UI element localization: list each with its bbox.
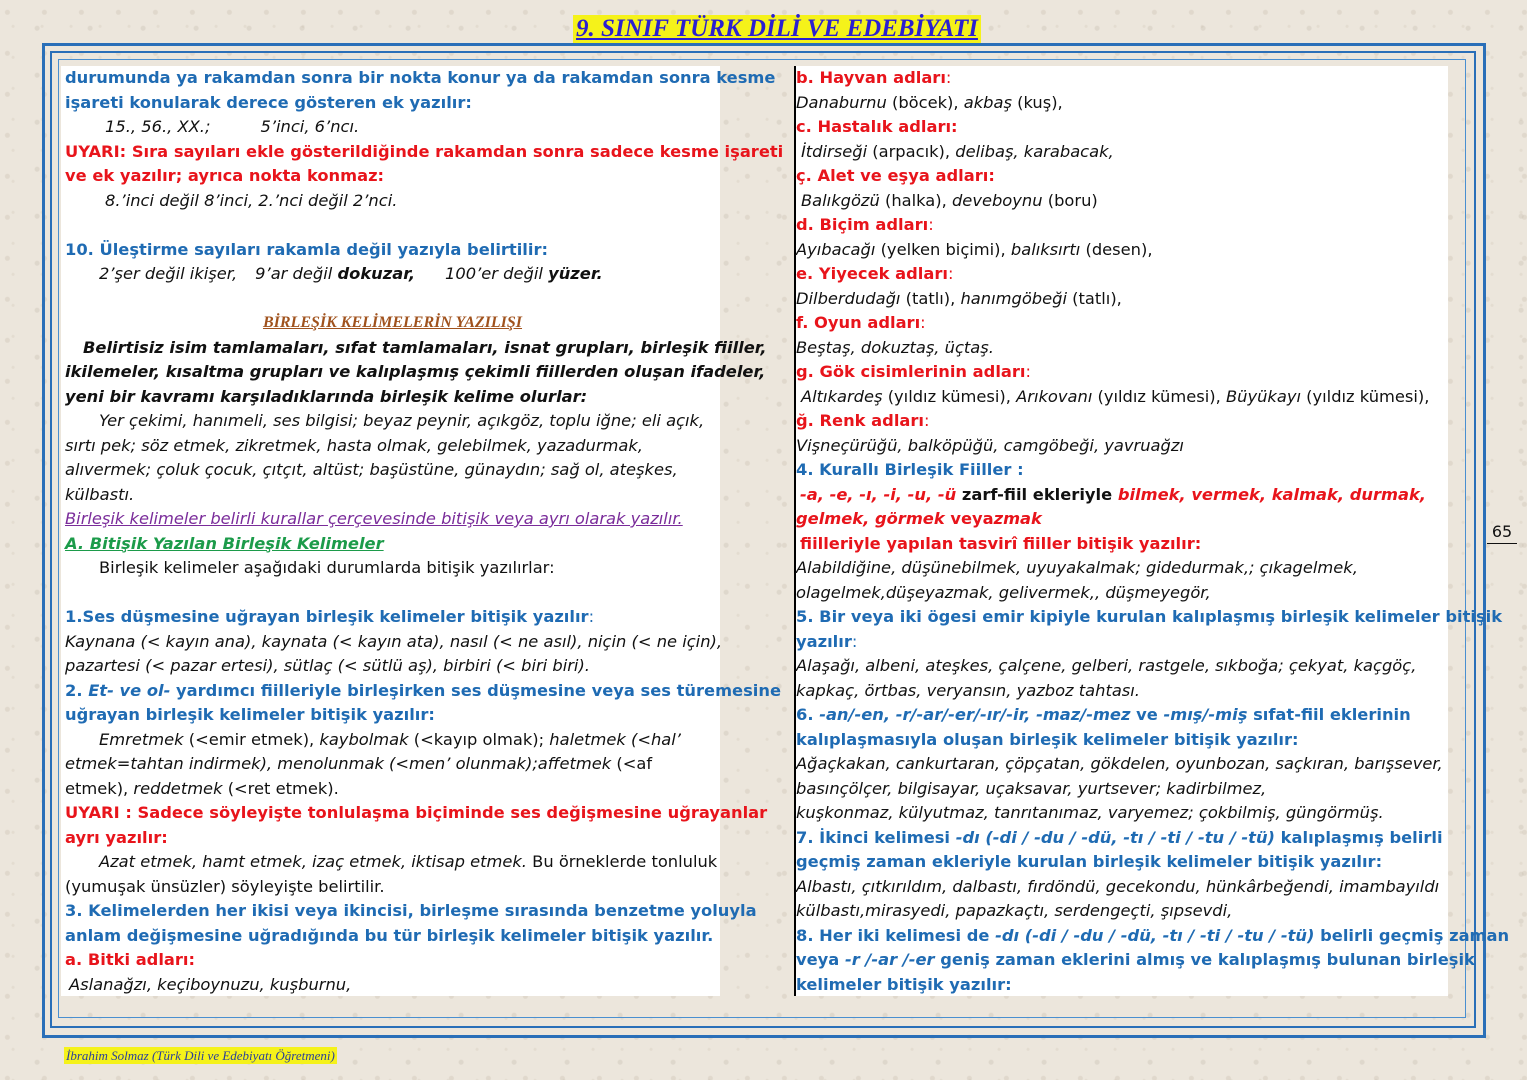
- example: Azat etmek, hamt etmek, izaç etmek, iktisap etmek.: [99, 852, 527, 871]
- gloss: (desen),: [1080, 239, 1153, 259]
- text-line: Alabildiğine, düşünebilmek, uyuyakalmak; gidedurmak,; çıkagelmek,: [796, 558, 1358, 577]
- example: Emretmek: [99, 729, 184, 749]
- rule-heading: [796, 924, 1510, 949]
- rule-text: sıfat-fiil eklerinin: [1247, 705, 1411, 724]
- example: Dilberdudağı: [796, 288, 901, 308]
- text-line: [65, 728, 720, 753]
- rule-heading: 3. Kelimelerden her ikisi veya ikincisi, birleşme sırasında benzetme yoluyla: [65, 901, 757, 920]
- text-line: yeni bir kavramı karşıladıklarında birleşik kelime olurlar:: [65, 386, 588, 406]
- example: reddetmek: [133, 778, 223, 798]
- text-line: durumunda ya rakamdan sonra bir nokta konur ya da rakamdan sonra kesme: [65, 68, 776, 87]
- example: delibaş, karabacak,: [955, 141, 1114, 161]
- example: Danaburnu: [796, 92, 887, 112]
- text-line: [796, 385, 1448, 410]
- rule-heading: [65, 605, 720, 630]
- rule-heading: [796, 703, 1448, 728]
- category-heading: a. Bitki adları:: [65, 950, 196, 969]
- text-line: [796, 483, 1448, 508]
- text-line: basınçölçer, bilgisayar, uçaksavar, yurtsever; kadirbilmez,: [796, 778, 1267, 798]
- text-line: ikilemeler, kısaltma grupları ve kalıplaşmış çekimli fiillerden oluşan ifadeler,: [65, 362, 766, 381]
- text-line: Birleşik kelimeler aşağıdaki durumlarda bitişik yazılırlar:: [99, 558, 555, 577]
- colon: :: [928, 215, 934, 234]
- example: Arıkovanı: [1016, 386, 1093, 406]
- example-bold: dokuzar,: [337, 264, 416, 283]
- example: etmek=tahtan indirmek), menolunmak (<men’ olunmak);affetmek: [65, 754, 612, 773]
- example: Balıkgözü: [801, 190, 880, 210]
- verbs: gelmek, görmek: [796, 509, 945, 528]
- text-line: Beştaş, dokuztaş, üçtaş.: [796, 337, 994, 357]
- colon: :: [920, 313, 926, 332]
- category-label: e. Yiyecek adları: [796, 264, 948, 283]
- category-heading: [796, 311, 1448, 336]
- text-line: 8.’inci değil 8’inci, 2.’nci değil 2’nci.: [105, 190, 398, 210]
- text-line: kuşkonmaz, külyutmaz, tanrıtanımaz, varyemez; çokbilmiş, güngörmüş.: [796, 803, 1384, 822]
- gloss: (tatlı),: [1067, 288, 1122, 308]
- rule-text: 8. Her iki kelimesi de: [796, 925, 996, 945]
- text-line: [796, 238, 1448, 263]
- text-line: külbastı,mirasyedi, papazkaçtı, serdengeçti, şıpsevdi,: [796, 901, 1233, 920]
- left-column: [61, 66, 784, 996]
- text-line: Albastı, çıtkırıldım, dalbastı, fırdöndü, gecekondu, hünkârbeğendi, imambayıldı: [796, 876, 1440, 896]
- category-heading: ç. Alet ve eşya adları:: [796, 166, 995, 185]
- verbs: bilmek, vermek, kalmak, durmak,: [1117, 484, 1426, 504]
- gloss: (yelken biçimi),: [875, 239, 1011, 259]
- example: 9’ar değil: [255, 264, 333, 283]
- gloss: (arpacık),: [867, 141, 956, 161]
- suffixes: -r /-ar /-er: [844, 950, 935, 969]
- suffixes: -a, -e, -ı, -i, -u, -ü: [800, 484, 957, 504]
- category-heading: [796, 66, 1448, 91]
- verbs: zmak: [993, 509, 1042, 528]
- rule-number: 2.: [65, 680, 89, 700]
- rule-heading: 10. Üleştirme sayıları rakamla değil yazıyla belirtilir:: [65, 239, 548, 259]
- example: 100’er değil: [445, 264, 543, 283]
- suffixes: -dı (-di / -du / -dü, -tı / -ti / -tu / -tü): [955, 827, 1276, 847]
- section-heading: BİRLEŞİK KELİMELERİN YAZILIŞI: [262, 314, 523, 331]
- rule-text: geniş zaman eklerini almış ve kalıplaşmış bulunan birleşik: [934, 950, 1475, 969]
- text-line: [65, 115, 720, 140]
- author-footer: İbrahim Solmaz (Türk Dili ve Edebiyatı Öğretmeni): [66, 1048, 335, 1063]
- text-line: Ağaçkakan, cankurtaran, çöpçatan, gökdelen, oyunbozan, saçkıran, barışsever,: [796, 754, 1443, 773]
- category-label: g. Gök cisimlerinin adları: [796, 362, 1026, 381]
- rule-text: ve: [1130, 705, 1164, 724]
- text-line: kapkaç, örtbas, veryansın, yazboz tahtası.: [796, 680, 1140, 700]
- rule-text: 1.Ses düşmesine uğrayan birleşik kelimeler bitişik yazılır: [65, 607, 589, 626]
- rule-text: 7. İkinci kelimesi: [796, 827, 956, 847]
- rule-text: kalıplaşmış belirli: [1275, 827, 1443, 847]
- colon: :: [1025, 362, 1032, 381]
- warning-line: UYARI: Sıra sayıları ekle gösterildiğinde rakamdan sonra sadece kesme işareti: [65, 141, 784, 161]
- colon: :: [924, 411, 930, 430]
- text-line: sırtı pek; söz etmek, zikretmek, hasta olmak, gelebilmek, yazadurmak,: [65, 435, 643, 455]
- gloss: (<af: [611, 754, 653, 773]
- rule-heading: uğrayan birleşik kelimeler bitişik yazılır:: [65, 705, 435, 724]
- colon: :: [947, 264, 954, 283]
- example: İtdirseği: [801, 141, 868, 161]
- text-line: [65, 752, 720, 777]
- text-line: [796, 287, 1448, 312]
- example-ordinal-apostrophe: 5’inci, 6’ncı.: [260, 117, 360, 136]
- gloss: (<ret etmek).: [222, 778, 339, 798]
- text-line: Kaynana (< kayın ana), kaynata (< kayın ata), nasıl (< ne asıl), niçin (< ne için),: [65, 631, 723, 651]
- rule-heading: [796, 630, 1448, 655]
- gloss: (<emir etmek),: [183, 729, 320, 749]
- text-line: pazartesi (< pazar ertesi), sütlaç (< sütlü aş), birbiri (< biri biri).: [65, 656, 590, 675]
- text-line: [65, 777, 720, 802]
- colon: :: [588, 607, 595, 626]
- rule-heading: [796, 826, 1448, 851]
- text-line: [65, 850, 720, 875]
- warning-line: ve ek yazılır; ayrıca nokta konmaz:: [65, 166, 385, 185]
- text-line: olagelmek,düşeyazmak, gelivermek,, düşmeyegör,: [796, 582, 1211, 602]
- category-heading: [796, 213, 1448, 238]
- example: haletmek (<hal’: [549, 729, 681, 749]
- gloss: (yıldız kümesi),: [1092, 386, 1226, 406]
- example: Büyükayı: [1225, 386, 1301, 406]
- example: Ayıbacağı: [796, 239, 876, 259]
- text-line: (yumuşak ünsüzler) söyleyişte belirtilir.: [65, 876, 385, 896]
- category-heading: [796, 262, 1448, 287]
- colon: :: [945, 68, 952, 87]
- rule-text: veya: [796, 950, 845, 969]
- gloss: etmek),: [65, 778, 134, 798]
- rule-number: 6.: [796, 705, 820, 724]
- spacer: [65, 581, 720, 606]
- rule-text: yazılır: [796, 631, 852, 651]
- rule-heading: kalıplaşmasıyla oluşan birleşik kelimeler bitişik yazılır:: [796, 729, 1299, 749]
- conjunction: veya: [944, 509, 994, 528]
- text-line: [65, 262, 720, 287]
- subheading-green: A. Bitişik Yazılan Birleşik Kelimeler: [65, 533, 384, 553]
- gloss: (böcek),: [886, 92, 964, 112]
- gloss: (yıldız kümesi),: [1300, 386, 1430, 406]
- colon: :: [851, 631, 858, 651]
- subheading-purple: Birleşik kelimeler belirli kurallar çerçevesinde bitişik veya ayrı olarak yazılır.: [65, 509, 683, 528]
- text-line: Alaşağı, albeni, ateşkes, çalçene, gelberi, rastgele, sıkboğa; çekyat, kaçgöç,: [796, 656, 1417, 675]
- gloss: Bu örneklerde tonluluk: [527, 852, 718, 871]
- rule-heading: 4. Kurallı Birleşik Fiiller :: [796, 460, 1024, 479]
- example-bold: yüzer.: [548, 264, 603, 283]
- example: deveboynu: [951, 190, 1043, 210]
- rule-text: zarf-fiil ekleriyle: [956, 484, 1118, 504]
- rule-heading: [65, 679, 782, 704]
- category-heading: [796, 409, 1448, 434]
- suffixes: -mış/-miş: [1163, 705, 1248, 724]
- rule-text: yardımcı fiilleriyle birleşirken ses düşmesine veya ses türemesine: [170, 680, 782, 700]
- example: 2’şer değil ikişer,: [99, 264, 238, 283]
- page-title: 9. SINIF TÜRK DİLİ VE EDEBİYATI: [573, 15, 981, 43]
- rule-verbs: Et- ve ol-: [88, 680, 171, 700]
- page-number: 65: [1487, 522, 1517, 544]
- text-line: Belirtisiz isim tamlamaları, sıfat tamlamaları, isnat grupları, birleşik fiiller,: [83, 337, 767, 357]
- gloss: (yıldız kümesi),: [882, 386, 1017, 406]
- rule-heading: kelimeler bitişik yazılır:: [796, 974, 1012, 994]
- rule-heading: 5. Bir veya iki ögesi emir kipiyle kurulan kalıplaşmış birleşik kelimeler bitişik: [796, 607, 1503, 626]
- suffixes: -dı (-di / -du / -dü, -tı / -ti / -tu / -tü): [995, 925, 1315, 945]
- text-line: Aslanağzı, keçiboynuzu, kuşburnu,: [69, 974, 352, 994]
- text-line: [796, 189, 1448, 214]
- category-heading: [796, 360, 1448, 385]
- example: Altıkardeş: [801, 386, 883, 406]
- rule-heading: anlam değişmesine uğradığında bu tür birleşik kelimeler bitişik yazılır.: [65, 925, 714, 945]
- spacer: [65, 287, 720, 312]
- warning-line: UYARI : Sadece söyleyişte tonlulaşma biçiminde ses değişmesine uğrayanlar: [65, 803, 768, 822]
- gloss: (boru): [1042, 190, 1098, 210]
- example: balıksırtı: [1010, 239, 1081, 259]
- example: kaybolmak: [319, 729, 409, 749]
- example: hanımgöbeği: [960, 288, 1067, 308]
- text-line: alıvermek; çoluk çocuk, çıtçıt, altüst; başüstüne, günaydın; sağ ol, ateşkes,: [65, 460, 678, 479]
- text-line: işareti konularak derece gösteren ek yazılır:: [65, 92, 472, 112]
- text-line: fiilleriyle yapılan tasvirî fiiller bitişik yazılır:: [800, 533, 1202, 553]
- text-line: [796, 91, 1448, 116]
- spacer: [65, 213, 720, 238]
- gloss: (kuş),: [1011, 92, 1063, 112]
- text-line: [796, 507, 1448, 532]
- rule-heading: geçmiş zaman ekleriyle kurulan birleşik kelimeler bitişik yazılır:: [796, 852, 1383, 871]
- category-label: f. Oyun adları: [796, 313, 921, 332]
- suffixes: -an/-en, -r/-ar/-er/-ır/-ir, -maz/-mez: [819, 705, 1131, 724]
- gloss: (tatlı),: [900, 288, 961, 308]
- text-line: [796, 140, 1448, 165]
- text-line: Yer çekimi, hanımeli, ses bilgisi; beyaz peynir, açıkgöz, toplu iğne; eli açık,: [99, 411, 705, 430]
- example: akbaş: [963, 92, 1012, 112]
- example-ordinal-dot: 15., 56., XX.;: [105, 117, 211, 136]
- rule-text: belirli geçmiş zaman: [1314, 925, 1510, 945]
- warning-line: ayrı yazılır:: [65, 827, 168, 847]
- text-line: külbastı.: [65, 484, 135, 504]
- gloss: (<kayıp olmak);: [408, 729, 550, 749]
- category-label: ğ. Renk adları: [796, 411, 924, 430]
- category-label: d. Biçim adları: [796, 215, 929, 234]
- text-line: Vişneçürüğü, balköpüğü, camgöbeği, yavruağzı: [796, 435, 1184, 455]
- category-label: b. Hayvan adları: [796, 68, 946, 87]
- rule-heading: [796, 948, 1475, 973]
- category-heading: c. Hastalık adları:: [796, 117, 958, 136]
- gloss: (halka),: [879, 190, 952, 210]
